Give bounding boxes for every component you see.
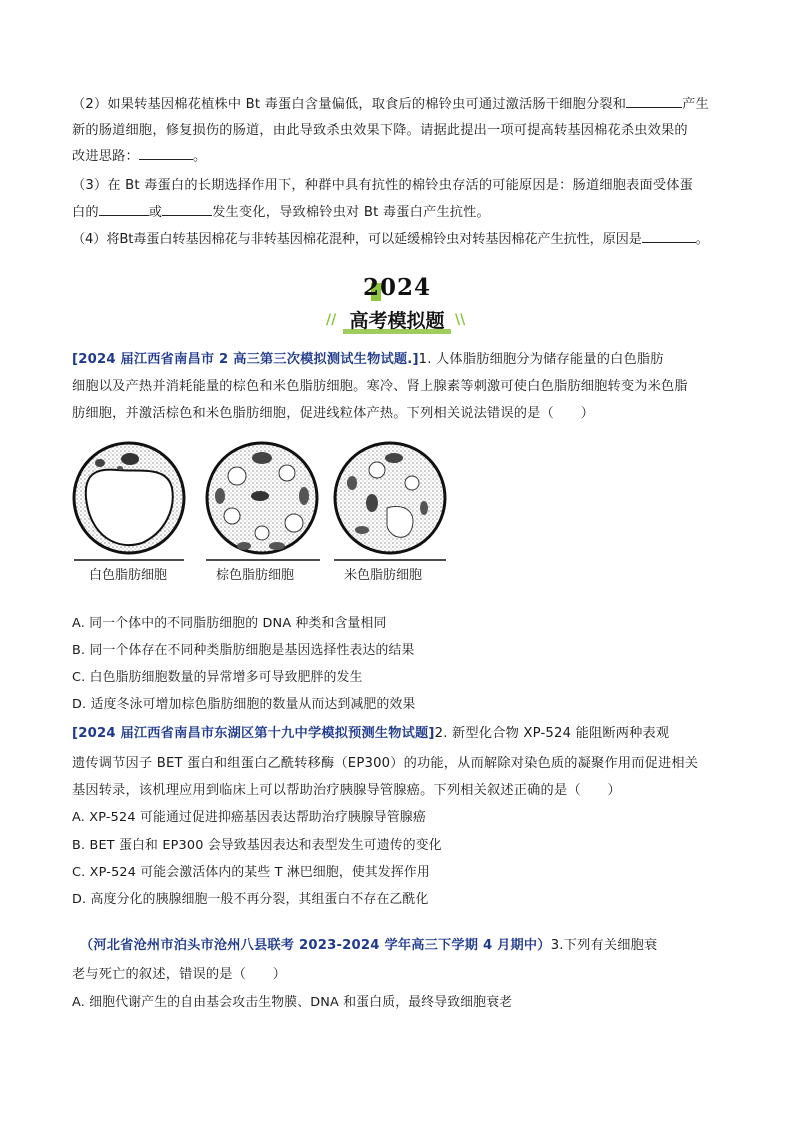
text-segment: 3.下列有关细胞衰 [550, 938, 658, 953]
white-fat-cell [74, 443, 184, 553]
q2-option-d: D. 高度分化的胰腺细胞一般不再分裂，其组蛋白不存在乙酰化 [72, 892, 429, 907]
q2-line1 [72, 725, 669, 743]
text-segment: 发生变化，导致棉铃虫对 Bt 毒蛋白产生抗性。 [212, 205, 490, 220]
section-year: 2024 [362, 274, 431, 301]
text-segment: 改进思路： [72, 149, 139, 164]
q2-option-c: C. XP-524 可能会激活体内的某些 T 淋巴细胞，使其发挥作用 [72, 865, 430, 880]
answer-blank [162, 204, 212, 216]
q1-source: [2024 届江西省南昌市 2 高三第三次模拟测试生物试题.] [72, 352, 419, 367]
slash-decoration-right: \\ [455, 312, 466, 328]
q2-prev-line3 [72, 148, 206, 166]
q2-source: [2024 届江西省南昌市东湖区第十九中学模拟预测生物试题] [72, 726, 435, 741]
text-segment: 2. 新型化合物 XP-524 能阻断两种表观 [434, 726, 670, 741]
q1-line3: 肪细胞，并激活棕色和米色脂肪细胞，促进线粒体产热。下列相关说法错误的是（ ） [72, 406, 595, 421]
label-beige-fat-cell: 米色脂肪细胞 [344, 568, 423, 583]
text-segment: 产生 [682, 97, 709, 112]
q2-prev-line2: 新的肠道细胞，修复损伤的肠道，由此导致杀虫效果下降。请据此提出一项可提高转基因棉花杀虫效果的 [72, 123, 688, 138]
q1-option-c: C. 白色脂肪细胞数量的异常增多可导致肥胖的发生 [72, 670, 363, 685]
q2-option-a: A. XP-524 可能通过促进抑癌基因表达帮助治疗胰腺导管腺癌 [72, 810, 426, 825]
q3-prev-line1: （3）在 Bt 毒蛋白的长期选择作用下，种群中具有抗性的棉铃虫存活的可能原因是：肠道细胞表面受体蛋 [72, 178, 694, 193]
answer-blank [626, 96, 682, 108]
text-segment: （4）将Bt毒蛋白转基因棉花与非转基因棉花混种，可以延缓棉铃虫对转基因棉花产生抗性，原因是 [72, 232, 642, 247]
answer-blank [99, 204, 149, 216]
text-segment: 1. 人体脂肪细胞分为储存能量的白色脂肪 [418, 352, 664, 367]
text-segment: 。 [192, 149, 207, 164]
brown-fat-cell [207, 443, 317, 553]
answer-blank [642, 231, 696, 243]
slash-decoration-left: // [326, 312, 337, 328]
beige-fat-cell [335, 443, 445, 553]
q1-option-d: D. 适度冬泳可增加棕色脂肪细胞的数量从而达到减肥的效果 [72, 697, 416, 712]
q2-line3: 基因转录，该机理应用到临床上可以帮助治疗胰腺导管腺癌。下列相关叙述正确的是（ ） [72, 783, 621, 798]
q1-option-b: B. 同一个体存在不同种类脂肪细胞是基因选择性表达的结果 [72, 643, 415, 658]
label-brown-fat-cell: 棕色脂肪细胞 [216, 568, 295, 583]
text-segment: （2）如果转基因棉花植株中 Bt 毒蛋白含量偏低，取食后的棉铃虫可通过激活肠干细胞分裂和 [72, 97, 627, 112]
answer-blank [139, 148, 193, 160]
q3-line2: 老与死亡的叙述，错误的是（ ） [72, 967, 287, 982]
q2-prev-line1 [72, 96, 709, 114]
q2-option-b: B. BET 蛋白和 EP300 会导致基因表达和表型发生可遗传的变化 [72, 838, 442, 853]
text-segment: 或 [148, 205, 163, 220]
text-segment: 白的 [72, 205, 99, 220]
q1-option-a: A. 同一个体中的不同脂肪细胞的 DNA 种类和含量相同 [72, 616, 387, 631]
q3-option-a: A. 细胞代谢产生的自由基会攻击生物膜、DNA 和蛋白质，最终导致细胞衰老 [72, 995, 513, 1010]
q1-line1 [72, 351, 664, 369]
q2-line2: 遗传调节因子 BET 蛋白和组蛋白乙酰转移酶（EP300）的功能，从而解除对染色质的凝聚作用而促进相关 [72, 756, 699, 771]
q3-prev-line2 [72, 204, 490, 222]
q3-source: （河北省沧州市泊头市沧州八县联考 2023-2024 学年高三下学期 4 月期中） [80, 938, 551, 953]
q4-prev-line1 [72, 231, 709, 249]
q3-line1 [80, 937, 657, 955]
text-segment: 。 [695, 232, 709, 247]
label-white-fat-cell: 白色脂肪细胞 [89, 568, 168, 583]
section-subtitle: 高考模拟题 [349, 310, 445, 332]
q1-line2: 细胞以及产热并消耗能量的棕色和米色脂肪细胞。寒冷、肾上腺素等刺激可使白色脂肪细胞转变为米色脂 [72, 379, 688, 394]
